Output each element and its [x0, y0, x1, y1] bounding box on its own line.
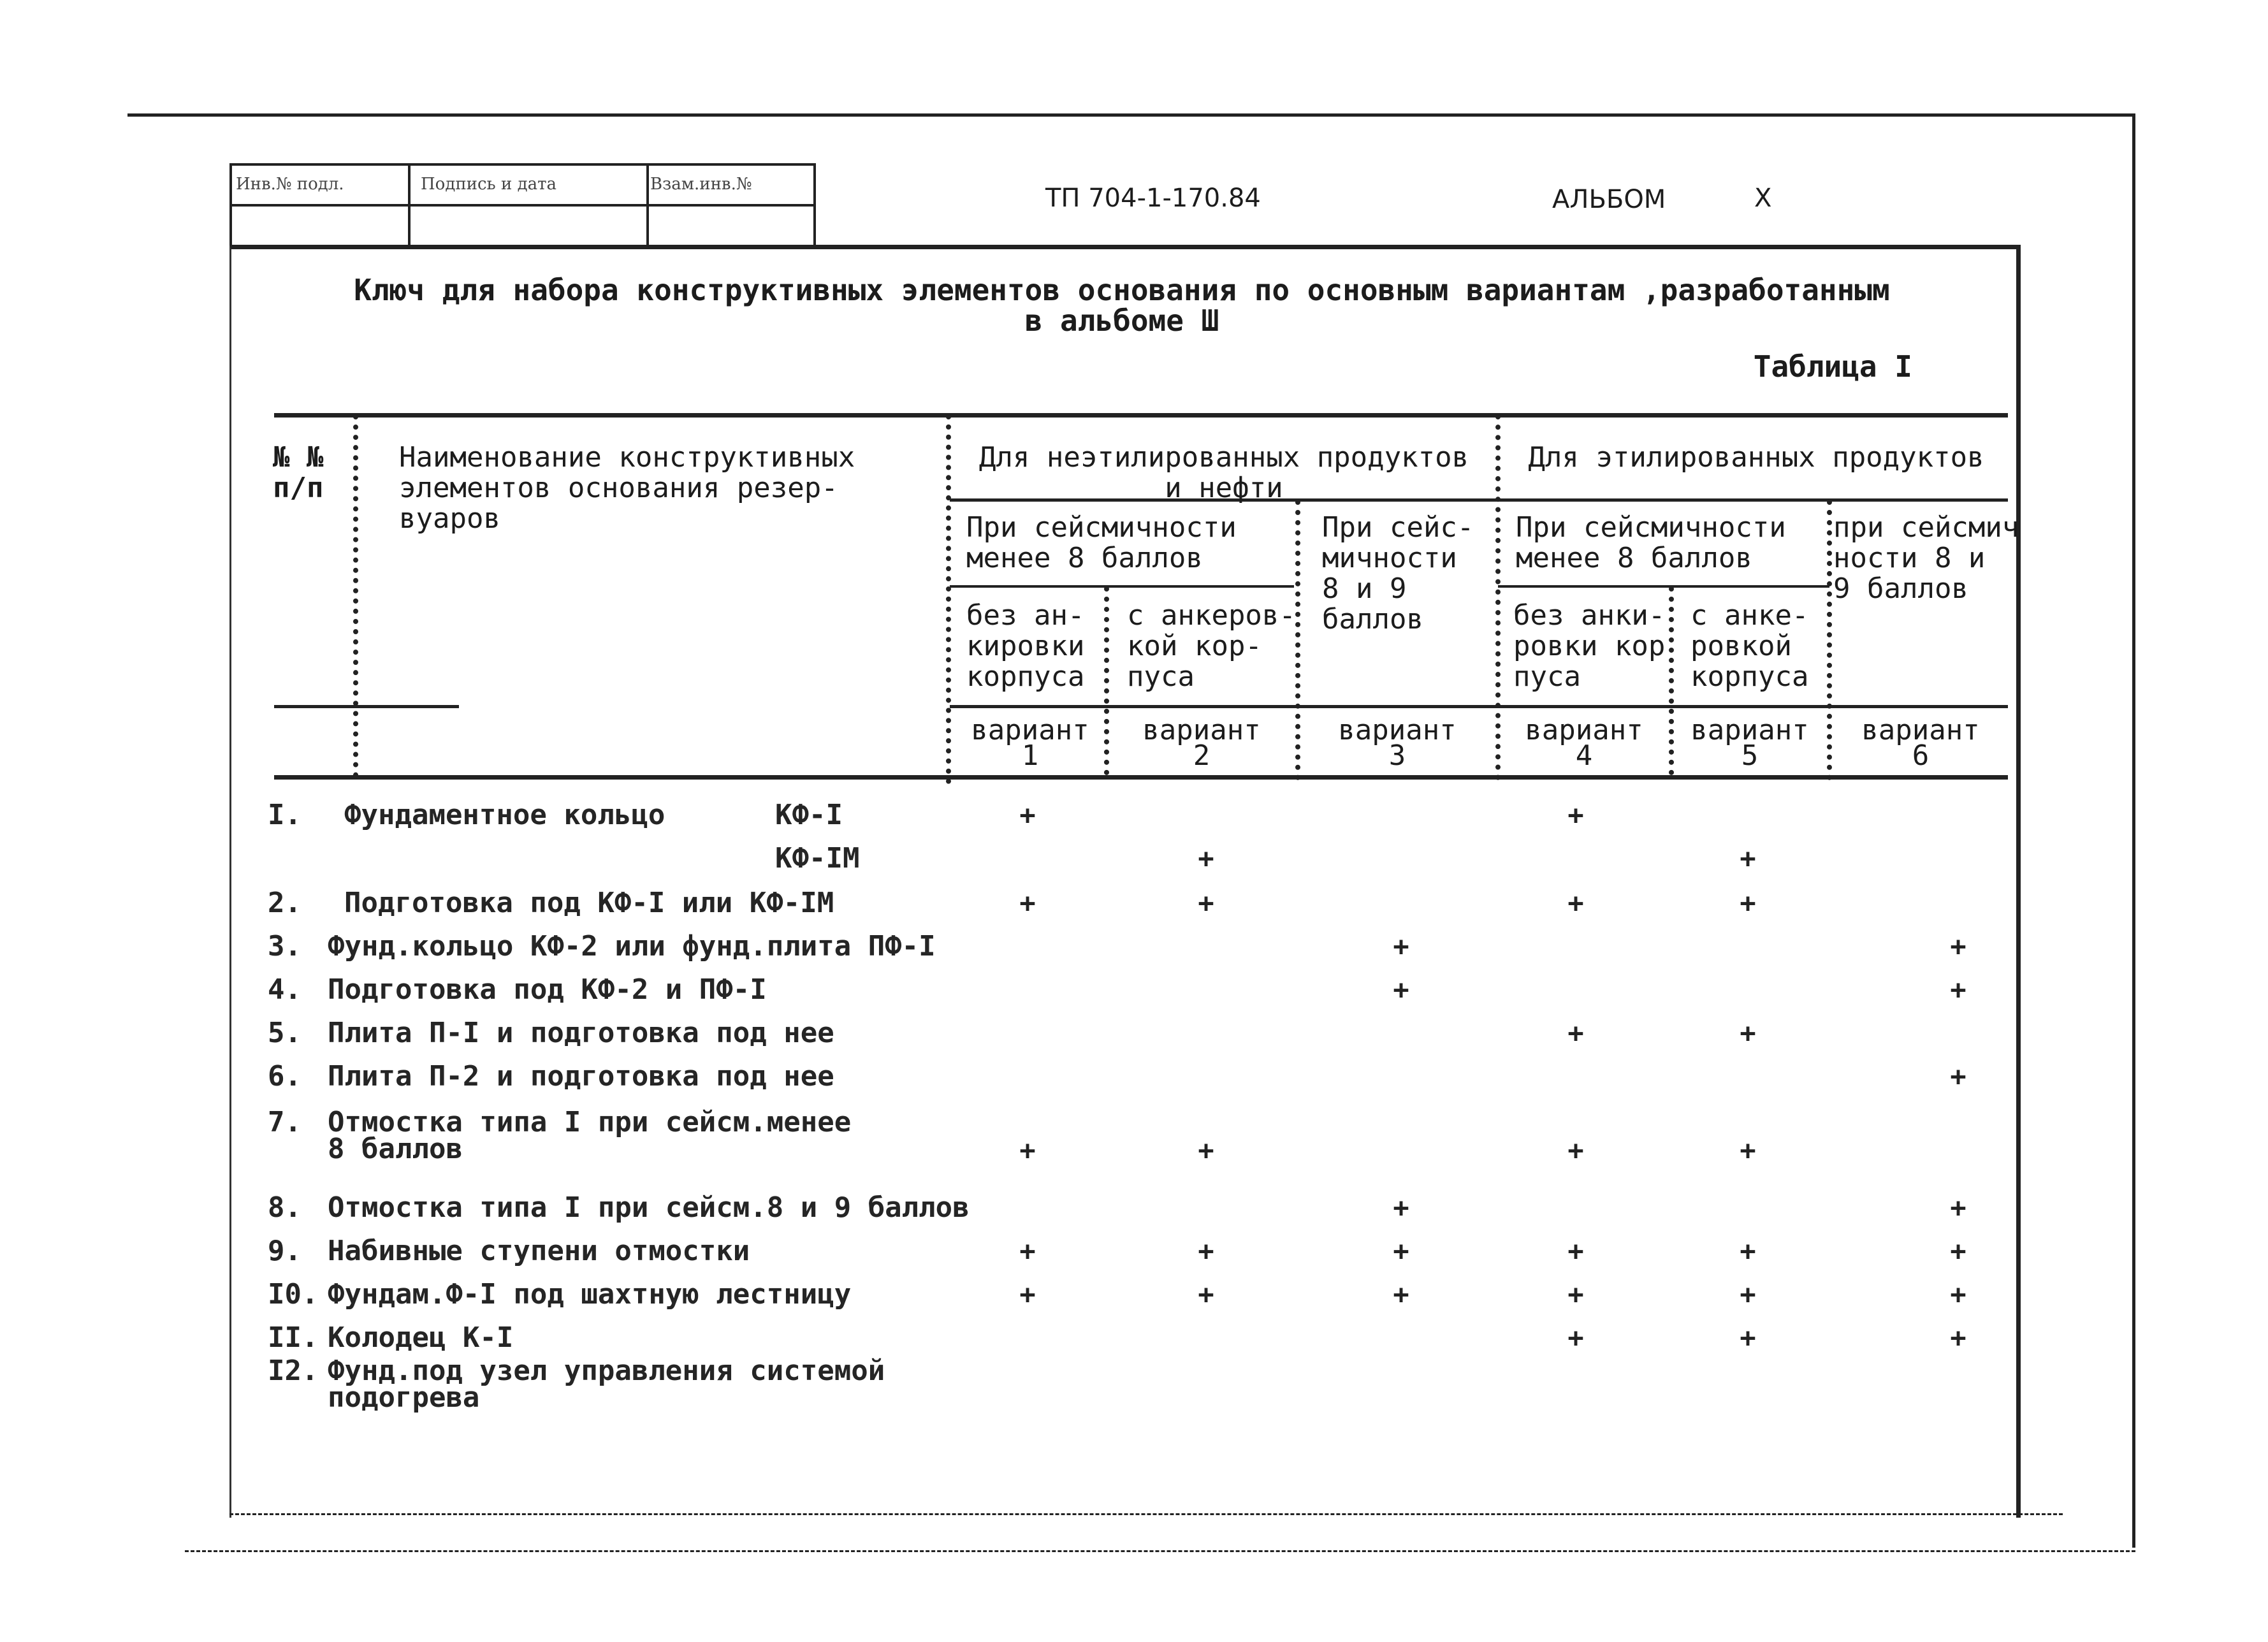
doc-code: ТП 704-1-170.84	[1045, 184, 1261, 213]
col-no-header: № № п/п	[273, 441, 324, 504]
variant-mark: +	[1567, 1235, 1584, 1267]
row-name: Отмостка типа I при сейсм.8 и 9 баллов	[328, 1191, 970, 1224]
variant-1-header: вариант 1	[971, 714, 1089, 772]
variant-mark: +	[1019, 1235, 1036, 1267]
variant-mark: +	[1019, 887, 1036, 919]
row-code: КФ-I	[775, 799, 843, 831]
variant-mark: +	[1740, 1322, 1756, 1353]
row-name: Плита П-2 и подготовка под нее	[328, 1060, 834, 1093]
variant-mark: +	[1019, 1135, 1036, 1166]
seismic-lt8-a-header: При сейсмичности менее 8 баллов	[966, 511, 1237, 574]
table-title-line-2: в альбоме Ш	[1024, 303, 1219, 338]
variant-mark: +	[1567, 887, 1584, 919]
variant-mark: +	[1198, 1235, 1214, 1267]
row-name: Подготовка под КФ-I или КФ-IМ	[344, 887, 834, 919]
variant-mark: +	[1950, 1322, 1966, 1353]
album-number: Х	[1754, 184, 1772, 213]
variant-mark: +	[1019, 799, 1036, 831]
stamp-inv-no: Инв.№ подл.	[236, 175, 344, 194]
row-name: Колодец К-I	[328, 1321, 514, 1354]
row-number: 9.	[268, 1235, 302, 1267]
variant-6-header: вариант 6	[1861, 714, 1980, 772]
row-name: Фунд.под узел управления системой подогрева	[328, 1355, 885, 1414]
row-number: 4.	[268, 973, 302, 1006]
variant-mark: +	[1950, 1279, 1966, 1310]
table-number: Таблица I	[1753, 349, 1912, 384]
row-name: Подготовка под КФ-2 и ПФ-I	[328, 973, 767, 1006]
variant-mark: +	[1740, 1279, 1756, 1310]
row-number: I0.	[268, 1278, 319, 1311]
row-number: 8.	[268, 1191, 302, 1224]
row-name: Отмостка типа I при сейсм.менее 8 баллов	[328, 1106, 852, 1165]
row-code: КФ-IМ	[775, 842, 860, 875]
col-name-header: Наименование конструктивных элементов основания резер- вуаров	[399, 441, 855, 535]
variant-mark: +	[1198, 1135, 1214, 1166]
table-title-line-1: Ключ для набора конструктивных элементов основания по основным вариантам ,разработанным	[354, 273, 1890, 307]
variant-mark: +	[1198, 843, 1214, 874]
row-number: 2.	[268, 887, 302, 919]
group-leaded-header: Для этилированных продуктов	[1528, 441, 1984, 474]
variant-5-header: вариант 5	[1690, 714, 1809, 772]
album-label: АЛЬБОМ	[1552, 185, 1666, 214]
anchor-b-header: с анке- ровкой корпуса	[1690, 599, 1809, 693]
variant-mark: +	[1950, 1192, 1966, 1223]
variant-mark: +	[1567, 1279, 1584, 1310]
variant-mark: +	[1567, 1017, 1584, 1049]
row-name: Фунд.кольцо КФ-2 или фунд.плита ПФ-I	[328, 930, 936, 963]
no-anchor-a-header: без ан- кировки корпуса	[966, 599, 1085, 693]
variant-2-header: вариант 2	[1142, 714, 1261, 772]
variant-4-header: вариант 4	[1525, 714, 1643, 772]
stamp-signature-date: Подпись и дата	[421, 175, 556, 194]
variant-mark: +	[1198, 887, 1214, 919]
variant-mark: +	[1740, 1017, 1756, 1049]
variant-mark: +	[1740, 887, 1756, 919]
variant-mark: +	[1198, 1279, 1214, 1310]
anchor-a-header: с анкеров- кой кор- пуса	[1127, 599, 1296, 693]
group-unleaded-header: Для неэтилированных продуктов и нефти	[978, 441, 1469, 504]
variant-mark: +	[1567, 799, 1584, 831]
variant-3-header: вариант 3	[1338, 714, 1457, 772]
variant-mark: +	[1950, 931, 1966, 962]
seismic-lt8-b-header: При сейсмичности менее 8 баллов	[1516, 511, 1786, 574]
row-number: 7.	[268, 1106, 302, 1138]
row-name: Плита П-I и подготовка под нее	[328, 1017, 834, 1049]
variant-mark: +	[1740, 1235, 1756, 1267]
row-number: 3.	[268, 930, 302, 963]
variant-mark: +	[1950, 974, 1966, 1005]
row-number: II.	[268, 1321, 319, 1354]
row-number: 5.	[268, 1017, 302, 1049]
row-name: Фундаментное кольцо	[344, 799, 665, 831]
variant-mark: +	[1393, 1192, 1409, 1223]
variant-mark: +	[1567, 1135, 1584, 1166]
row-number: I2.	[268, 1355, 319, 1387]
variant-mark: +	[1393, 1279, 1409, 1310]
variant-mark: +	[1393, 1235, 1409, 1267]
seismic-89-b-header: при сейсмич ности 8 и 9 баллов	[1833, 511, 2019, 605]
variant-mark: +	[1393, 974, 1409, 1005]
variant-mark: +	[1393, 931, 1409, 962]
variant-mark: +	[1019, 1279, 1036, 1310]
row-number: 6.	[268, 1060, 302, 1093]
variant-mark: +	[1740, 843, 1756, 874]
row-name: Фундам.Ф-I под шахтную лестницу	[328, 1278, 852, 1311]
row-number: I.	[268, 799, 302, 831]
variant-mark: +	[1740, 1135, 1756, 1166]
stamp-replace-inv: Взам.инв.№	[650, 175, 752, 194]
seismic-89-a-header: При сейс- мичности 8 и 9 баллов	[1322, 511, 1474, 636]
row-name: Набивные ступени отмостки	[328, 1235, 750, 1267]
variant-mark: +	[1567, 1322, 1584, 1353]
variant-mark: +	[1950, 1235, 1966, 1267]
variant-mark: +	[1950, 1061, 1966, 1092]
no-anchor-b-header: без анки- ровки кор пуса	[1513, 599, 1666, 693]
